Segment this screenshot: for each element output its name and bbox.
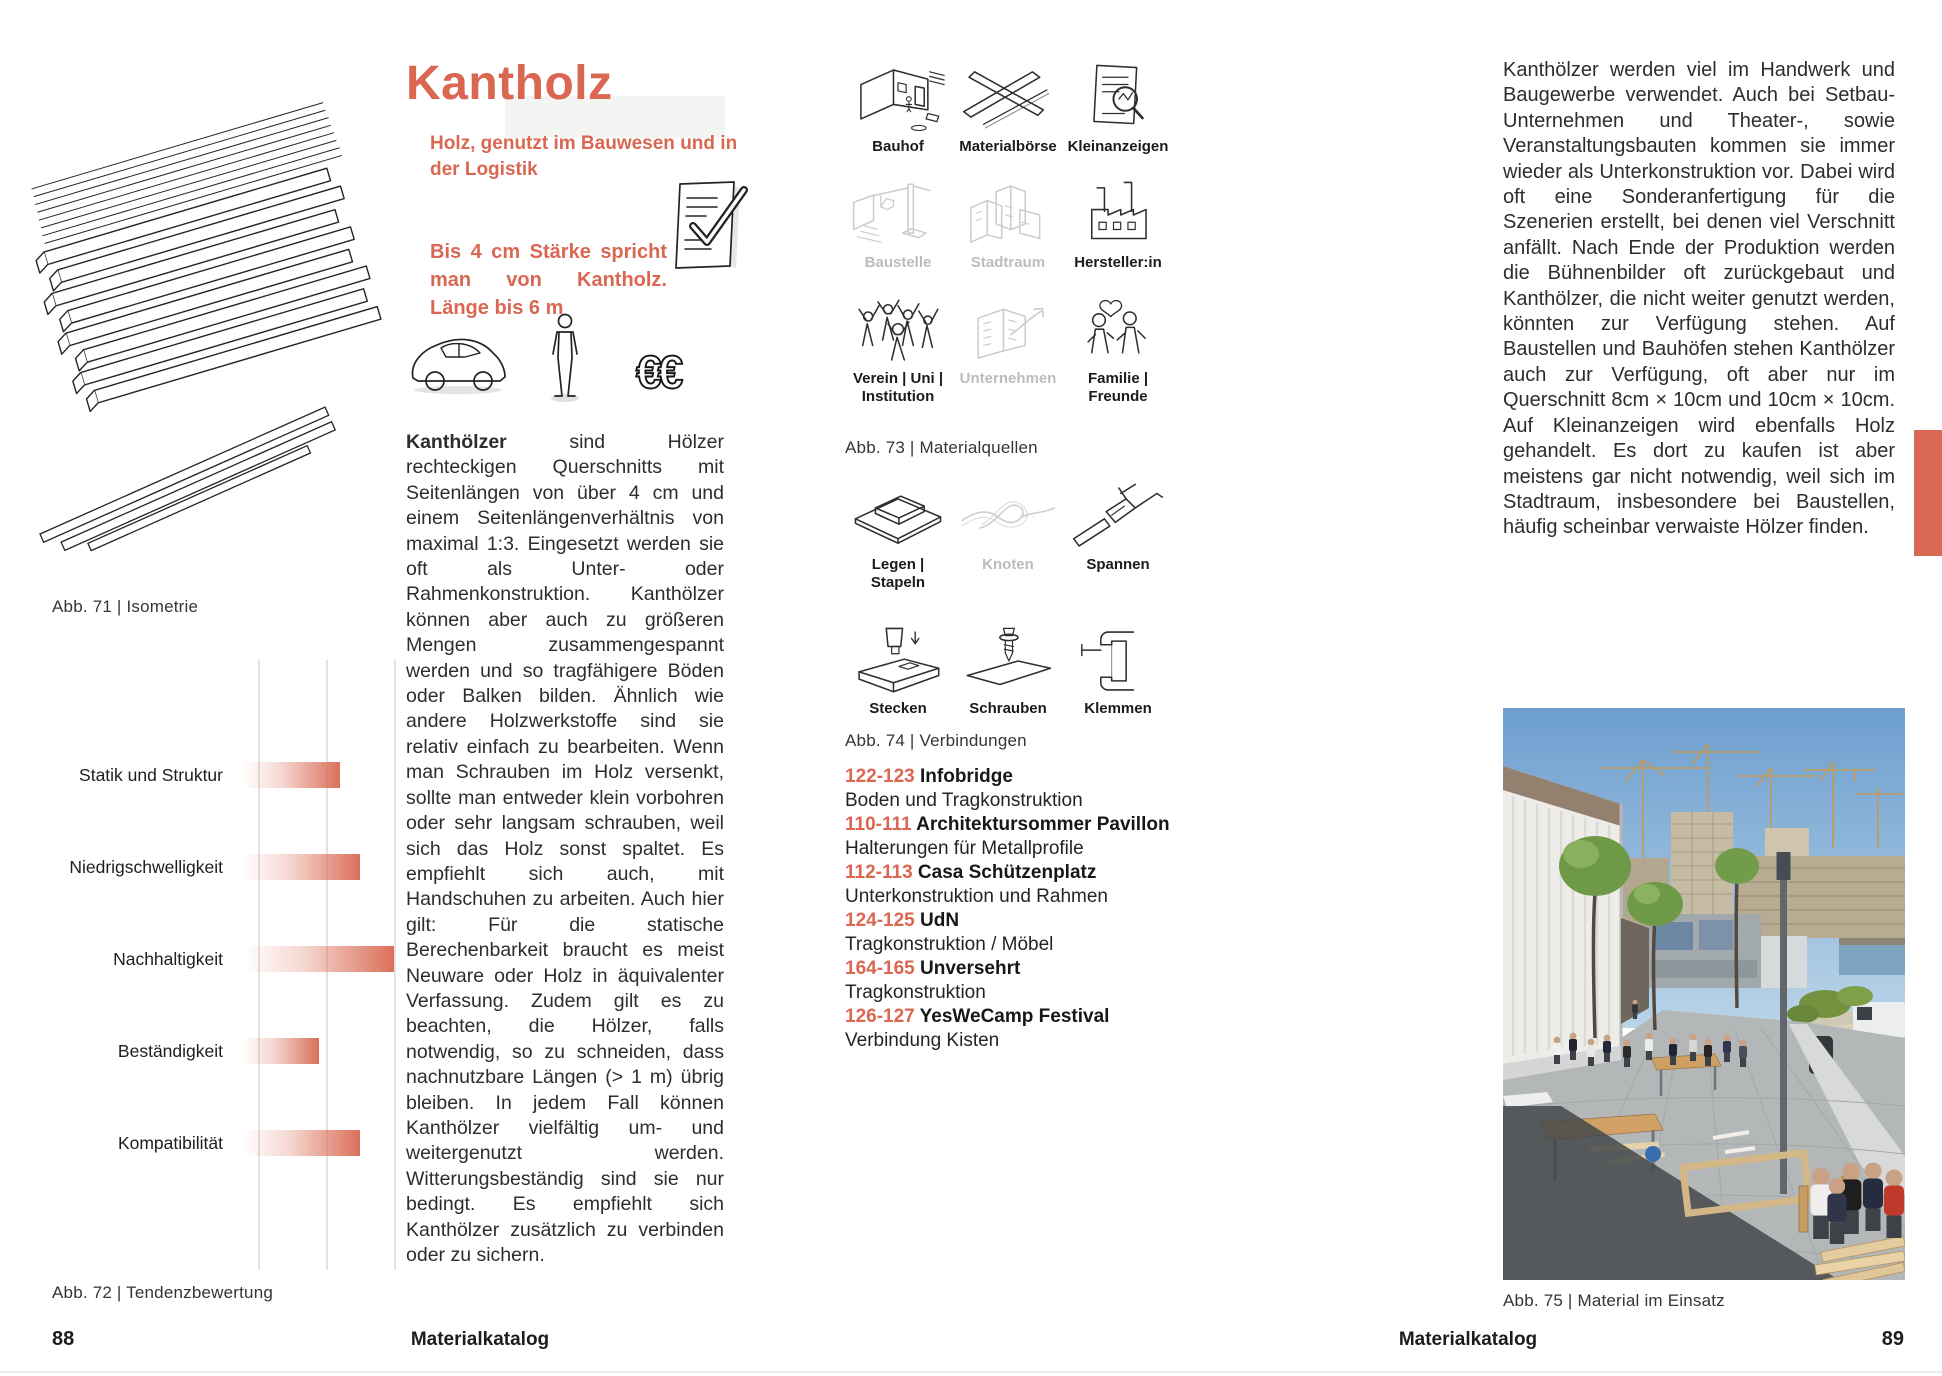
materialboerse-icon [953,60,1063,138]
chart-bar [243,946,394,972]
chart-category-label: Nachhaltigkeit [113,948,223,969]
article-body [406,430,724,1268]
herstellerin-icon [1063,176,1173,254]
reference-pages: 112-113 [845,862,913,883]
figure-caption-74: Abb. 74 | Verbindungen [845,731,1027,750]
source-familie-freunde [1063,292,1173,406]
figure-caption-72: Abb. 72 | Tendenzbewertung [52,1283,274,1302]
reference-description: Verbindung Kisten [845,1030,1000,1051]
source-unternehmen [953,292,1063,406]
reference-entry [845,813,1177,861]
article-subtitle: Holz, genutzt im Bauwesen und in der Logistik [430,133,738,180]
connection-label: Knoten [982,556,1034,573]
reference-description: Unterkonstruktion und Rahmen [845,886,1108,907]
source-herstellerin [1063,176,1173,272]
euro-icon-text: €€ [636,346,680,398]
unternehmen-icon [953,292,1063,370]
article-body-lead: Kanthölzer [406,431,507,453]
source-bauhof [843,60,953,156]
source-label: Materialbörse [959,138,1057,155]
verein-uni-institution-icon [843,292,953,370]
source-materialboerse [953,60,1063,156]
connection-schrauben [953,622,1063,718]
car-icon [406,326,512,398]
page-title: Kantholz [406,57,613,110]
material-sources-grid [843,60,1175,406]
reference-description: Halterungen für Metallprofile [845,838,1084,859]
reference-entry [845,909,1177,957]
connection-label: Stecken [869,700,927,717]
stadtraum-icon [953,176,1063,254]
familie-freunde-icon [1063,292,1173,370]
right-column-text: Kanthölzer werden viel im Handwerk und Baugewerbe verwendet. Auch bei Setbau-Unternehmen und Theater-, sowie Veranstaltungsbauten kommen sie immer wieder als Unterkonstruktion vor. Dabei wird oft eine Sonderanfertigung für die Szenerien erstellt, bei denen viel Verschnitt anfällt. Nach Ende der Produktion werden die Bühnenbilder oft zurückgebaut und Kanthölzer, die nicht weiter genutzt werden, könnten zur Verfügung stehen. Auf Baustellen und Bauhöfen stehen Kanthölzer auch zur Verfügung, oft aber nur im Querschnitt 8cm × 10cm und 10cm × 10cm. Auf Kleinanzeigen wird ebenfalls Holz gehandelt. Es dort zu kaufen ist aber meistens gar nicht notwendig, weil sich im Stadtraum, insbesondere bei Baustellen, häufig scheinbar verwaiste Hölzer finden. [1503,59,1895,539]
chart-bar [243,762,340,788]
reference-pages: 126-127 [845,1006,915,1027]
spannen-icon [1063,478,1173,556]
source-stadtraum [953,176,1063,272]
source-label: Stadtraum [970,254,1046,271]
connections-grid [843,478,1175,718]
reference-pages: 164-165 [845,958,915,979]
page-bottom-rule [0,1371,1942,1373]
connection-spannen [1063,478,1173,592]
reference-title: YesWeCamp Festival [914,1006,1110,1027]
book-title-right: Materialkatalog [1398,1329,1538,1350]
photo-material-im-einsatz [1503,708,1905,1280]
chart-gridline [394,660,396,1270]
checklist-icon [668,178,752,274]
stecken-icon [843,622,953,700]
source-baustelle [843,176,953,272]
chart-category-label: Kompatibilität [117,1132,223,1153]
figure-caption-71: Abb. 71 | Isometrie [52,597,199,616]
reference-description: Tragkonstruktion [845,982,986,1003]
source-label: Hersteller:in [1074,254,1162,271]
schrauben-icon [953,622,1063,700]
baustelle-icon [843,176,953,254]
source-label: Baustelle [864,254,932,271]
chart-category-label: Statik und Struktur [79,764,223,785]
source-label: Bauhof [872,138,924,155]
edge-tab [1914,430,1942,556]
source-kleinanzeigen [1063,60,1173,156]
reference-entry [845,1005,1177,1053]
reference-title: Architektursommer Pavillon [911,814,1170,835]
chart-category-label: Beständigkeit [117,1040,223,1061]
reference-title: Infobridge [914,766,1013,787]
reference-pages: 124-125 [845,910,915,931]
tendency-chart [45,660,410,1274]
reference-entry [845,765,1177,813]
connection-label: Legen | Stapeln [870,556,926,591]
article-highlight: Bis 4 cm Stärke spricht man von Kantholz. Länge bis 6 m [430,241,667,319]
connection-label: Spannen [1086,556,1150,573]
reference-title: UdN [914,910,960,931]
source-label: Unternehmen [959,370,1057,387]
chart-bar [243,854,360,880]
reference-pages: 122-123 [845,766,915,787]
source-verein-uni-institution [843,292,953,406]
figure-caption-75: Abb. 75 | Material im Einsatz [1503,1291,1725,1310]
reference-description: Tragkonstruktion / Möbel [845,934,1054,955]
timber-stack-sketch [24,84,392,572]
knoten-icon [953,478,1063,556]
reference-title: Unversehrt [914,958,1021,979]
source-label: Kleinanzeigen [1067,138,1169,155]
connection-label: Schrauben [969,700,1047,717]
reference-pages: 110-111 [845,814,912,835]
article-body-text: sind Hölzer rechteckigen Querschnitts mit Seitenlängen von über 4 cm und einem Seitenlängenverhältnis von maximal 1:3. Eingesetzt werden sie oft als Unter- oder Rahmenkonstruktion. Kanthölzer können aber auch zu größeren Mengen zusammengespannt werden und so tragfähigere Böden oder Balken bilden. Ähnlich wie andere Holzwerkstoffe sind sie relativ einfach zu bearbeiten. Wenn man Schrauben im Holz versenkt, sollte man entweder klein vorbohren oder sehr langsam schrauben, weil sich das Holz sonst spaltet. Es empfiehlt sich auch, mit Handschuhen zu arbeiten. Auch hier gilt: Für die statische Berechenbarkeit braucht es meist Neuware oder Holz in äquivalenter Verfassung. Zudem gilt es zu beachten, die Hölzer, falls notwendig, so zu schneiden, dass nachnutzbare Längen (> 1 m) übrig bleiben. In jedem Fall können Kanthölzer vielfältig um- und weitergenutzt werden. Witterungsbeständig sind sie nur bedingt. Es empfiehlt sich Kanthölzer zusätzlich zu verbinden oder zu sichern. [406,431,724,1266]
connection-knoten [953,478,1063,592]
page-number-right: 89 [1881,1328,1904,1350]
reference-title: Casa Schützenplatz [912,862,1097,883]
klemmen-icon [1063,622,1173,700]
project-references [845,765,1177,1053]
connection-klemmen [1063,622,1173,718]
euro-icon [634,346,730,398]
chart-category-label: Niedrigschwelligkeit [69,856,223,877]
reference-entry [845,957,1177,1005]
chart-bar [243,1130,360,1156]
book-title-left: Materialkatalog [410,1329,550,1350]
kleinanzeigen-icon [1063,60,1173,138]
figure-caption-73: Abb. 73 | Materialquellen [845,438,1038,457]
chart-bar [243,1038,319,1064]
source-label: Familie | Freunde [1087,370,1149,405]
bauhof-icon [843,60,953,138]
source-label: Verein | Uni | Institution [852,370,944,405]
connection-label: Klemmen [1084,700,1152,717]
connection-stecken [843,622,953,718]
reference-entry [845,861,1177,909]
reference-description: Boden und Tragkonstruktion [845,790,1083,811]
person-icon [540,312,590,404]
connection-legen-stapeln [843,478,953,592]
legen-stapeln-icon [843,478,953,556]
page-number-left: 88 [52,1328,75,1350]
